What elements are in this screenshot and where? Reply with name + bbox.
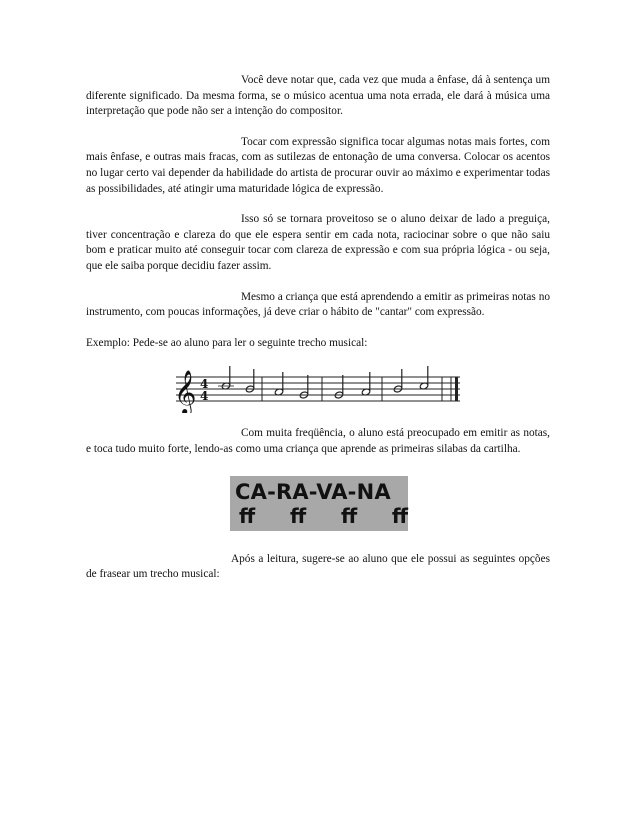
dynamic-marking: ff xyxy=(391,503,409,528)
music-staff-svg xyxy=(174,363,464,413)
dynamics-row xyxy=(230,505,408,527)
half-notes xyxy=(218,366,429,399)
document-page xyxy=(86,73,550,583)
paragraph-3: Isso só se tornara proveitoso se o aluno deixar de lado a preguiça, tiver concentração e clareza do que ele espera sentir em cada nota, raciocinar sobre o que não saiu bom e praticar muito até conseguir tocar com clareza de expressão e com sua própria lógica - ou seja, que ele saiba porque decidiu fazer assim. xyxy=(86,213,550,272)
time-signature-bottom: 4 xyxy=(200,389,209,404)
dynamic-marking: ff xyxy=(289,503,307,528)
dynamic-marking: ff xyxy=(239,503,256,528)
paragraph-5: Com muita freqüência, o aluno está preocupado em emitir as notas, e toca tudo muito forte, lendo-as como uma criança que aprende as primeiras silabas da cartilha. xyxy=(86,427,550,455)
time-signature-top: 4 xyxy=(200,377,209,392)
caravana-syllables-image xyxy=(230,476,408,531)
paragraph-1: Você deve notar que, cada vez que muda a ênfase, dá à sentença um diferente significado. Da mesma forma, se o músico acentua uma nota errada, ele dará à música uma interpretação que pode não ser a intenção do compositor. xyxy=(86,74,550,118)
paragraph-6: Após a leitura, sugere-se ao aluno que ele possui as seguintes opções de frasear um trecho musical: xyxy=(86,552,550,581)
paragraph-4: Mesmo a criança que está aprendendo a emitir as primeiras notas no instrumento, com poucas informações, já deve criar o hábito de "cantar" com expressão. xyxy=(86,290,550,319)
dynamic-marking: ff xyxy=(340,503,358,528)
paragraph-2: Tocar com expressão significa tocar algumas notas mais fortes, com mais ênfase, e outras mais fracas, com as sutilezas de entonação de uma conversa. Colocar os acentos no lugar certo vai depender da habilidade do artista de procurar ouvir ao máximo e experimentar todas as possibilidades, até atingir uma maturidade lógica de expressão. xyxy=(86,135,550,195)
syllables-text: CA-RA-VA-NA xyxy=(235,479,391,504)
paragraph-example: Exemplo: Pede-se ao aluno para ler o seguinte trecho musical: xyxy=(86,336,368,349)
treble-clef-icon: 𝄞 xyxy=(174,370,197,414)
final-barline xyxy=(455,377,458,401)
music-staff-excerpt xyxy=(174,363,464,413)
